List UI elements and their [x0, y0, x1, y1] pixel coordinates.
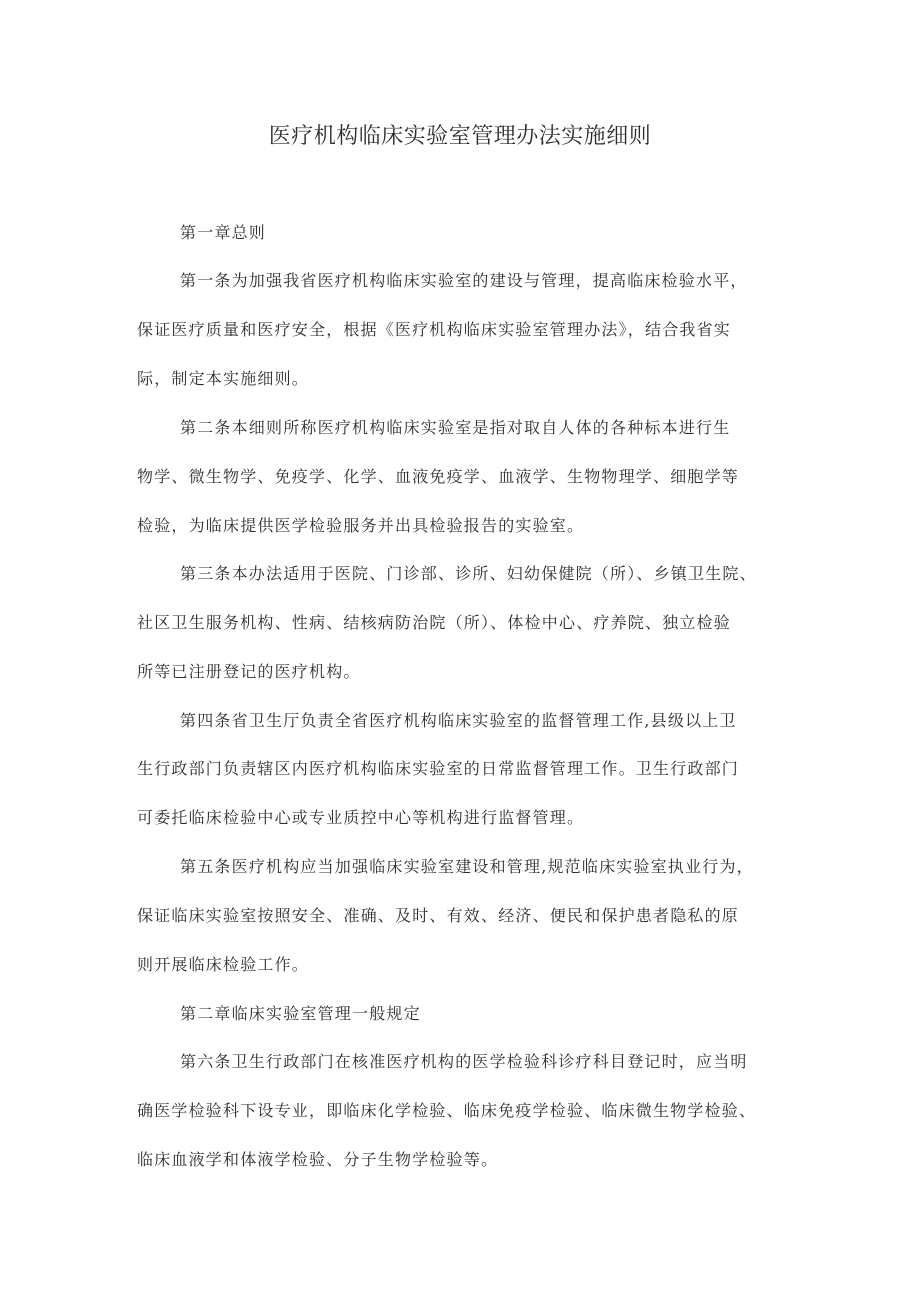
- article-4-line-2: 生行政部门负责辖区内医疗机构临床实验室的日常监督管理工作。卫生行政部门: [137, 759, 740, 778]
- article-1-line-3: 际，制定本实施细则。: [137, 369, 310, 388]
- article-5-line-2: 保证临床实验室按照安全、准确、及时、有效、经济、便民和保护患者隐私的原: [137, 906, 740, 925]
- article-3-line-1: 第三条本办法适用于医院、门诊部、诊所、妇幼保健院（所）、乡镇卫生院、: [180, 564, 757, 583]
- article-5-line-1: 第五条医疗机构应当加强临床实验室建设和管理,规范临床实验室执业行为，: [180, 857, 754, 876]
- article-6-line-3: 临床血液学和体液学检验、分子生物学检验等。: [137, 1150, 499, 1169]
- document-title: 医疗机构临床实验室管理办法实施细则: [268, 124, 652, 149]
- article-6-line-2: 确医学检验科下设专业，即临床化学检验、临床免疫学检验、临床微生物学检验、: [137, 1101, 757, 1120]
- article-2-line-3: 检验，为临床提供医学检验服务并出具检验报告的实验室。: [137, 516, 585, 535]
- chapter-heading-2: 第二章临床实验室管理一般规定: [180, 1004, 421, 1023]
- article-5-line-3: 则开展临床检验工作。: [137, 955, 310, 974]
- article-4-line-1: 第四条省卫生厅负责全省医疗机构临床实验室的监督管理工作,县级以上卫: [180, 711, 737, 730]
- article-1-line-2: 保证医疗质量和医疗安全，根据《医疗机构临床实验室管理办法》，结合我省实: [137, 320, 732, 339]
- article-4-line-3: 可委托临床检验中心或专业质控中心等机构进行监督管理。: [137, 808, 585, 827]
- article-2-line-1: 第二条本细则所称医疗机构临床实验室是指对取自人体的各种标本进行生: [180, 418, 731, 437]
- article-6-line-1: 第六条卫生行政部门在核准医疗机构的医学检验科诊疗科目登记时，应当明: [180, 1052, 748, 1071]
- article-2-line-2: 物学、微生物学、免疫学、化学、血液免疫学、血液学、生物物理学、细胞学等: [137, 467, 740, 486]
- chapter-heading-1: 第一章总则: [180, 223, 267, 242]
- article-1-line-1: 第一条为加强我省医疗机构临床实验室的建设与管理，提高临床检验水平，: [180, 271, 748, 290]
- article-3-line-2: 社区卫生服务机构、性病、结核病防治院（所）、体检中心、疗养院、独立检验: [137, 613, 732, 632]
- article-3-line-3: 所等已注册登记的医疗机构。: [137, 662, 361, 681]
